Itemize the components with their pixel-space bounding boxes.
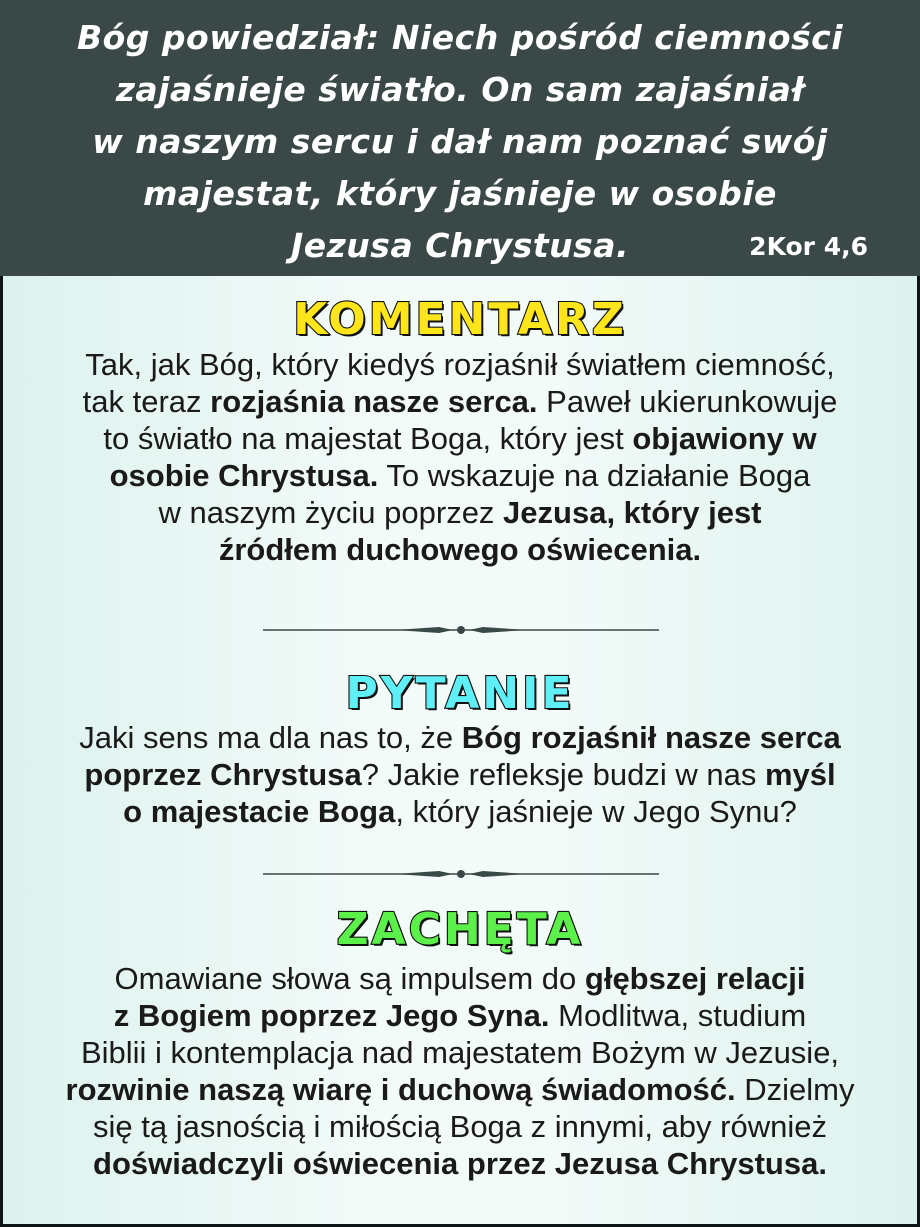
emphasized-text: objawiony w	[632, 421, 817, 456]
emphasized-text: głębszej relacji	[584, 961, 806, 996]
text-line	[3, 494, 917, 531]
body-text: Omawiane słowa są impulsem do	[114, 961, 585, 996]
body-text: Dzielmy	[735, 1072, 855, 1107]
emphasized-text: Bóg rozjaśnił nasze serca	[461, 720, 841, 755]
verse-reference: 2Kor 4,6	[749, 232, 868, 261]
verse-line: zajaśnieje światło. On sam zajaśniał	[115, 70, 805, 109]
text-line	[3, 346, 917, 383]
body-text: Tak, jak Bóg, który kiedyś rozjaśnił światłem ciemność,	[85, 347, 835, 382]
zacheta-title: ZACHĘTA	[336, 904, 584, 955]
verse-line: majestat, który jaśnieje w osobie	[143, 174, 777, 213]
content-panel	[0, 276, 920, 1227]
text-line	[3, 1071, 917, 1108]
text-line	[3, 719, 917, 756]
emphasized-text: poprzez Chrystusa	[84, 757, 362, 792]
emphasized-text: osobie Chrystusa.	[109, 458, 379, 493]
pytanie-text	[3, 719, 917, 830]
pytanie-title: PYTANIE	[345, 668, 575, 719]
text-line	[3, 1108, 917, 1145]
body-text: tak teraz	[82, 384, 211, 419]
body-text: , który jaśnieje w Jego Synu?	[395, 794, 797, 829]
emphasized-text: Jezusa, który jest	[503, 495, 762, 530]
body-text: ? Jakie refleksje budzi w nas	[361, 757, 765, 792]
body-text: w naszym życiu poprzez	[158, 495, 504, 530]
text-line	[3, 756, 917, 793]
verse-line: Jezusa Chrystusa.	[290, 226, 630, 265]
text-line	[3, 457, 917, 494]
ornamental-divider	[263, 866, 659, 882]
text-line	[3, 383, 917, 420]
verse-line: Bóg powiedział: Niech pośród ciemności	[76, 18, 844, 57]
text-line	[3, 793, 917, 830]
body-text: to światło na majestat Boga, który jest	[103, 421, 633, 456]
body-text: Modlitwa, studium	[549, 998, 807, 1033]
komentarz-text	[3, 346, 917, 568]
text-line	[3, 531, 917, 568]
komentarz-title: KOMENTARZ	[293, 294, 627, 345]
text-line	[3, 960, 917, 997]
emphasized-text: myśl	[764, 757, 836, 792]
body-text: Biblii i kontemplacja nad majestatem Bożym w Jezusie,	[80, 1035, 840, 1070]
body-text: Paweł ukierunkowuje	[537, 384, 838, 419]
body-text: To wskazuje na działanie Boga	[378, 458, 811, 493]
verse-header	[0, 0, 920, 276]
text-line	[3, 420, 917, 457]
body-text: Jaki sens ma dla nas to, że	[79, 720, 462, 755]
text-line	[3, 997, 917, 1034]
emphasized-text: rozjaśnia nasze serca.	[210, 384, 538, 419]
text-line	[3, 1034, 917, 1071]
body-text: się tą jasnością i miłością Boga z innymi, aby również	[93, 1109, 827, 1144]
emphasized-text: o majestacie Boga	[123, 794, 396, 829]
text-line	[3, 1145, 917, 1182]
ornamental-divider	[263, 622, 659, 638]
verse-line: w naszym sercu i dał nam poznać swój	[92, 122, 828, 161]
emphasized-text: doświadczyli oświecenia przez Jezusa Chrystusa.	[93, 1146, 827, 1181]
zacheta-text	[3, 960, 917, 1182]
emphasized-text: rozwinie naszą wiarę i duchową świadomość.	[65, 1072, 736, 1107]
emphasized-text: z Bogiem poprzez Jego Syna.	[113, 998, 550, 1033]
emphasized-text: źródłem duchowego oświecenia.	[218, 532, 702, 567]
